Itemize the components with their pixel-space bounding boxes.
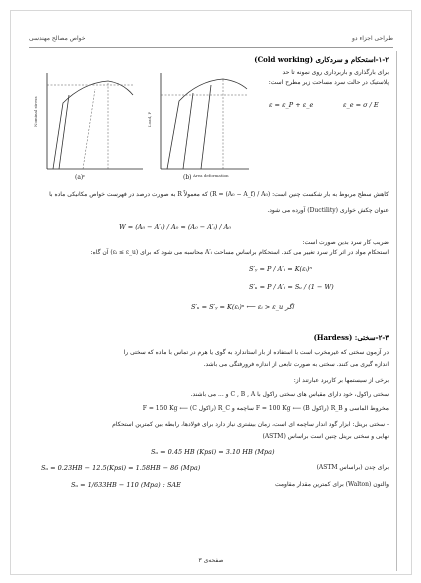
cast-iron-note: برای چدن (براساس ASTM)	[316, 464, 389, 471]
margin-rule	[396, 51, 397, 571]
svg-text:Nominal stress: Nominal stress	[33, 96, 38, 127]
page-header	[29, 33, 393, 48]
header-right-text: طراحی اجزاء دو	[351, 35, 393, 42]
hardness-text-1: در آزمون سختی که غیرمخرب است با استفاده از بار استاندارد به گوی یا هرم در تماس با ماده که سختی را	[123, 349, 389, 356]
equation-walton: Sᵤ = 1/633HB − 110 (Mpa) : SAE	[71, 481, 181, 489]
walton-note: والتون (Walton) برای کمترین مقدار مقاومت	[274, 481, 389, 488]
equation-cold-work: W = (A₀ − A′ᵢ) / A₀ ≈ (A₀ − A′ᵢ) / A₀	[119, 223, 231, 231]
section1-text-1: برای بارگذاری و باربرداری روی نمونه تا حد	[282, 69, 389, 76]
equation-yield-strength: S′ᵧ = P / A′ᵢ = K(εᵢ)ⁿ	[249, 265, 313, 273]
brinell-text-1: - سختی برینل: ابزار گود اندار ساچمه ای است، زمان بیشتری نیاز دارد برای فولادها، رابطه بین کمترین استحکام	[112, 421, 389, 428]
equation-strength-large-strain: S′ᵤ = S′ᵧ = K(εᵢ)ⁿ ⟵ εᵢ > ε_u اگر	[191, 303, 294, 311]
equation-ultimate-strength: S′ᵤ = P / A′ᵢ = Sᵤ / (1 − W)	[249, 283, 334, 291]
svg-text:Load, P: Load, P	[147, 111, 152, 127]
section1-text-2: پلاستیک در حالت سرد مساحت زیر مطرح است:	[268, 79, 389, 86]
reduction-area-text: کاهش سطح مربوط به بار شکست چنین است: (R = (A₀ − A_f) / A₀) که معمولاً R به صورت درصد در فهرست خواص مکانیکی ماده با	[49, 191, 389, 198]
brinell-text-2: نهایی و سختی برینل چنین است براساس (ASTM)	[262, 433, 389, 440]
figure-b	[147, 73, 249, 178]
rockwell-text: سختی راکول، خود دارای مقیاس های سختی راکول با C , B , A و ... می باشند.	[190, 391, 389, 398]
document-page	[10, 10, 412, 575]
header-left-text: خواص مصالح مهندسی	[29, 35, 86, 42]
equation-brinell-steel: Sᵤ = 0.45 HB (Kpsi) = 3.10 HB (Mpa)	[151, 448, 275, 456]
figure-a-label: (a)	[75, 174, 84, 181]
svg-text:Area deformation: Area deformation	[193, 173, 229, 178]
strength-change-text: استحکام مواد در اثر کار سرد تغییر می کند. استحکام براساس مساحت A′ᵢ محاسبه می شود که برای (εᵢ ≤ ε_u) آن گاه:	[90, 249, 389, 256]
cold-work-factor-text: ضریب کار سرد بدین صورت است:	[302, 239, 389, 246]
figure-b-label: (b)	[183, 174, 192, 181]
equation-strain: ε = ε_P + ε_e	[269, 101, 314, 109]
hardness-text-3: برخی از سیستمها بر کاربرد عبارتند از:	[293, 377, 389, 384]
hardness-text-2: اندازه گیری می کنند. سختی به صورت تابعی از اندازه فرورفتگی می باشد.	[203, 361, 389, 368]
equation-elastic-strain: ε_e = σ / E	[343, 101, 379, 109]
svg-text:ε: ε	[83, 173, 86, 178]
section1-title: ۱-۲-استحکام و سردکاری (Cold working)	[254, 55, 389, 64]
rockwell-scales-text: مخروط الماسی و R_B (راکول B) ⟵ F = 100 Kg ساچمه و R_C (راکول C) ⟵ F = 150 Kg	[142, 405, 389, 412]
equation-brinell-cast-iron: Sᵤ = 0.23HB − 12.5(Kpsi) = 1.58HB − 86 (Mpa)	[41, 464, 201, 472]
page-number: صفحه‌ی ۳	[198, 557, 224, 564]
ductility-text: عنوان چکش خواری (Ductility) آورده می شود.	[267, 207, 389, 214]
stress-strain-figures	[33, 65, 253, 185]
figure-a	[33, 73, 143, 178]
section2-title: ۲-۳-سختی: (Hardess)	[313, 333, 389, 342]
